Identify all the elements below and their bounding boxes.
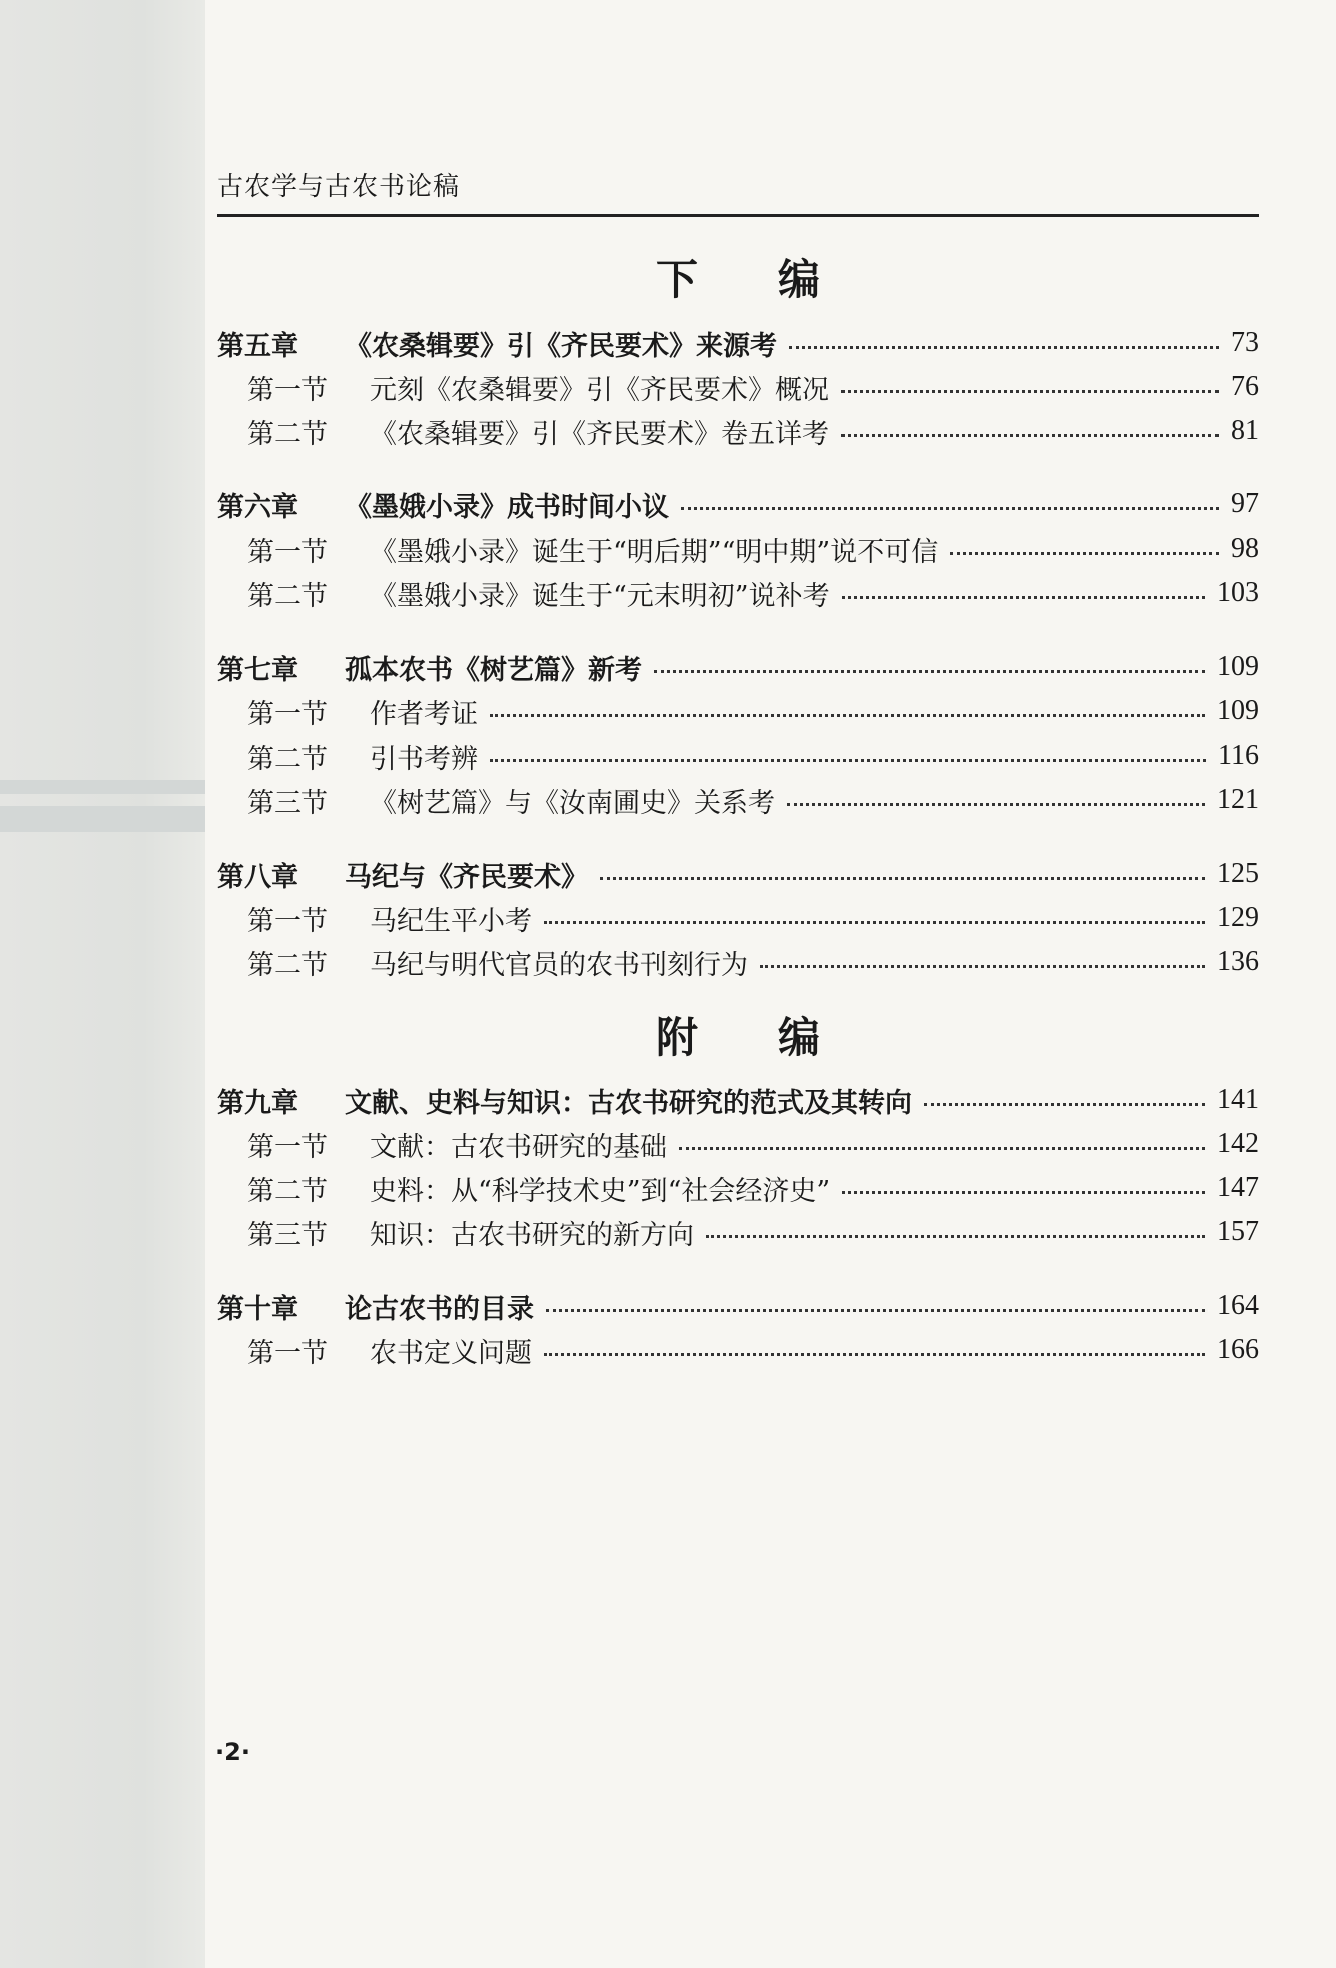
chapter-title: 文献、史料与知识：古农书研究的范式及其转向 bbox=[345, 1087, 912, 1119]
toc-section[interactable] bbox=[217, 526, 1259, 572]
section-title: 文献：古农书研究的基础 bbox=[370, 1131, 667, 1163]
page-number: 116 bbox=[1218, 740, 1259, 771]
page-number: 164 bbox=[1217, 1290, 1259, 1321]
chapter-number: 第九章 bbox=[217, 1087, 298, 1119]
toc-chapter-8[interactable] bbox=[217, 851, 1259, 897]
dot-leader bbox=[654, 670, 1205, 673]
chapter-title: 马纪与《齐民要术》 bbox=[345, 861, 588, 893]
toc-section[interactable] bbox=[217, 688, 1259, 734]
section-title: 《墨娥小录》诞生于“明后期”“明中期”说不可信 bbox=[370, 536, 939, 568]
chapter-title: 《农桑辑要》引《齐民要术》来源考 bbox=[345, 330, 777, 362]
section-number: 第二节 bbox=[247, 1175, 328, 1207]
toc-section[interactable] bbox=[217, 408, 1259, 454]
dot-leader bbox=[841, 390, 1219, 393]
chapter-number: 第六章 bbox=[217, 491, 298, 523]
chapter-number: 第七章 bbox=[217, 654, 298, 686]
dot-leader bbox=[681, 507, 1219, 510]
chapter-title: 论古农书的目录 bbox=[345, 1293, 534, 1325]
chapter-number: 第八章 bbox=[217, 861, 298, 893]
chapter-number: 第五章 bbox=[217, 330, 298, 362]
page-number: 147 bbox=[1217, 1172, 1259, 1203]
page-number: 103 bbox=[1217, 577, 1259, 608]
section-number: 第三节 bbox=[247, 787, 328, 819]
page-number: 121 bbox=[1217, 784, 1259, 815]
toc-section[interactable] bbox=[217, 1209, 1259, 1255]
section-number: 第二节 bbox=[247, 418, 328, 450]
page-folio: ·2· bbox=[215, 1738, 250, 1766]
dot-leader bbox=[841, 434, 1219, 437]
dot-leader bbox=[924, 1103, 1205, 1106]
dot-leader bbox=[842, 596, 1205, 599]
dot-leader bbox=[679, 1147, 1205, 1150]
toc-chapter-9[interactable] bbox=[217, 1077, 1259, 1123]
section-number: 第一节 bbox=[247, 374, 328, 406]
section-number: 第一节 bbox=[247, 1131, 328, 1163]
section-title: 知识：古农书研究的新方向 bbox=[370, 1219, 694, 1251]
page-number: 136 bbox=[1217, 946, 1259, 977]
section-title: 《墨娥小录》诞生于“元末明初”说补考 bbox=[370, 580, 830, 612]
page-number: 157 bbox=[1217, 1216, 1259, 1247]
section-number: 第一节 bbox=[247, 1337, 328, 1369]
section-number: 第二节 bbox=[247, 743, 328, 775]
part-title: 附编 bbox=[655, 1013, 900, 1062]
chapter-title: 《墨娥小录》成书时间小议 bbox=[345, 491, 669, 523]
page-number: 129 bbox=[1217, 902, 1259, 933]
scan-shadow-strip bbox=[0, 806, 205, 832]
dot-leader bbox=[490, 714, 1205, 717]
page-number: 81 bbox=[1231, 415, 1259, 446]
toc-section[interactable] bbox=[217, 1121, 1259, 1167]
page-number: 109 bbox=[1217, 695, 1259, 726]
chapter-title: 孤本农书《树艺篇》新考 bbox=[345, 654, 642, 686]
dot-leader bbox=[789, 346, 1219, 349]
toc-section[interactable] bbox=[217, 570, 1259, 616]
section-title: 马纪生平小考 bbox=[370, 905, 532, 937]
section-number: 第三节 bbox=[247, 1219, 328, 1251]
scan-shadow-band bbox=[0, 0, 205, 1968]
toc-section[interactable] bbox=[217, 1327, 1259, 1373]
section-title: 《农桑辑要》引《齐民要术》卷五详考 bbox=[370, 418, 829, 450]
page-number: 76 bbox=[1231, 371, 1259, 402]
section-title: 引书考辨 bbox=[370, 743, 478, 775]
header-rule bbox=[217, 214, 1259, 217]
page-number: 125 bbox=[1217, 858, 1259, 889]
section-title: 《树艺篇》与《汝南圃史》关系考 bbox=[370, 787, 775, 819]
toc-chapter-6[interactable] bbox=[217, 481, 1259, 527]
dot-leader bbox=[760, 965, 1205, 968]
dot-leader bbox=[546, 1309, 1205, 1312]
toc-chapter-10[interactable] bbox=[217, 1283, 1259, 1329]
toc-chapter-7[interactable] bbox=[217, 644, 1259, 690]
dot-leader bbox=[490, 759, 1206, 762]
dot-leader bbox=[706, 1235, 1205, 1238]
page-number: 73 bbox=[1231, 327, 1259, 358]
page-number: 109 bbox=[1217, 651, 1259, 682]
toc-section[interactable] bbox=[217, 939, 1259, 985]
toc-section[interactable] bbox=[217, 364, 1259, 410]
section-number: 第一节 bbox=[247, 905, 328, 937]
dot-leader bbox=[842, 1191, 1205, 1194]
dot-leader bbox=[787, 803, 1205, 806]
page-number: 98 bbox=[1231, 533, 1259, 564]
toc-section[interactable] bbox=[217, 895, 1259, 941]
page-number: 166 bbox=[1217, 1334, 1259, 1365]
running-head: 古农学与古农书论稿 bbox=[217, 172, 461, 202]
dot-leader bbox=[600, 877, 1205, 880]
toc-section[interactable] bbox=[217, 733, 1259, 779]
section-title: 作者考证 bbox=[370, 698, 478, 730]
scan-shadow-strip bbox=[0, 780, 205, 794]
section-number: 第一节 bbox=[247, 536, 328, 568]
page-number: 141 bbox=[1217, 1084, 1259, 1115]
section-title: 农书定义问题 bbox=[370, 1337, 532, 1369]
chapter-number: 第十章 bbox=[217, 1293, 298, 1325]
section-title: 元刻《农桑辑要》引《齐民要术》概况 bbox=[370, 374, 829, 406]
dot-leader bbox=[950, 552, 1219, 555]
toc-section[interactable] bbox=[217, 1165, 1259, 1211]
dot-leader bbox=[544, 921, 1205, 924]
toc-chapter-5[interactable] bbox=[217, 320, 1259, 366]
page-number: 97 bbox=[1231, 488, 1259, 519]
section-number: 第一节 bbox=[247, 698, 328, 730]
section-title: 史料：从“科学技术史”到“社会经济史” bbox=[370, 1175, 831, 1207]
section-number: 第二节 bbox=[247, 580, 328, 612]
page-number: 142 bbox=[1217, 1128, 1259, 1159]
section-number: 第二节 bbox=[247, 949, 328, 981]
part-title: 下编 bbox=[655, 255, 900, 304]
toc-section[interactable] bbox=[217, 777, 1259, 823]
dot-leader bbox=[544, 1353, 1205, 1356]
section-title: 马纪与明代官员的农书刊刻行为 bbox=[370, 949, 748, 981]
